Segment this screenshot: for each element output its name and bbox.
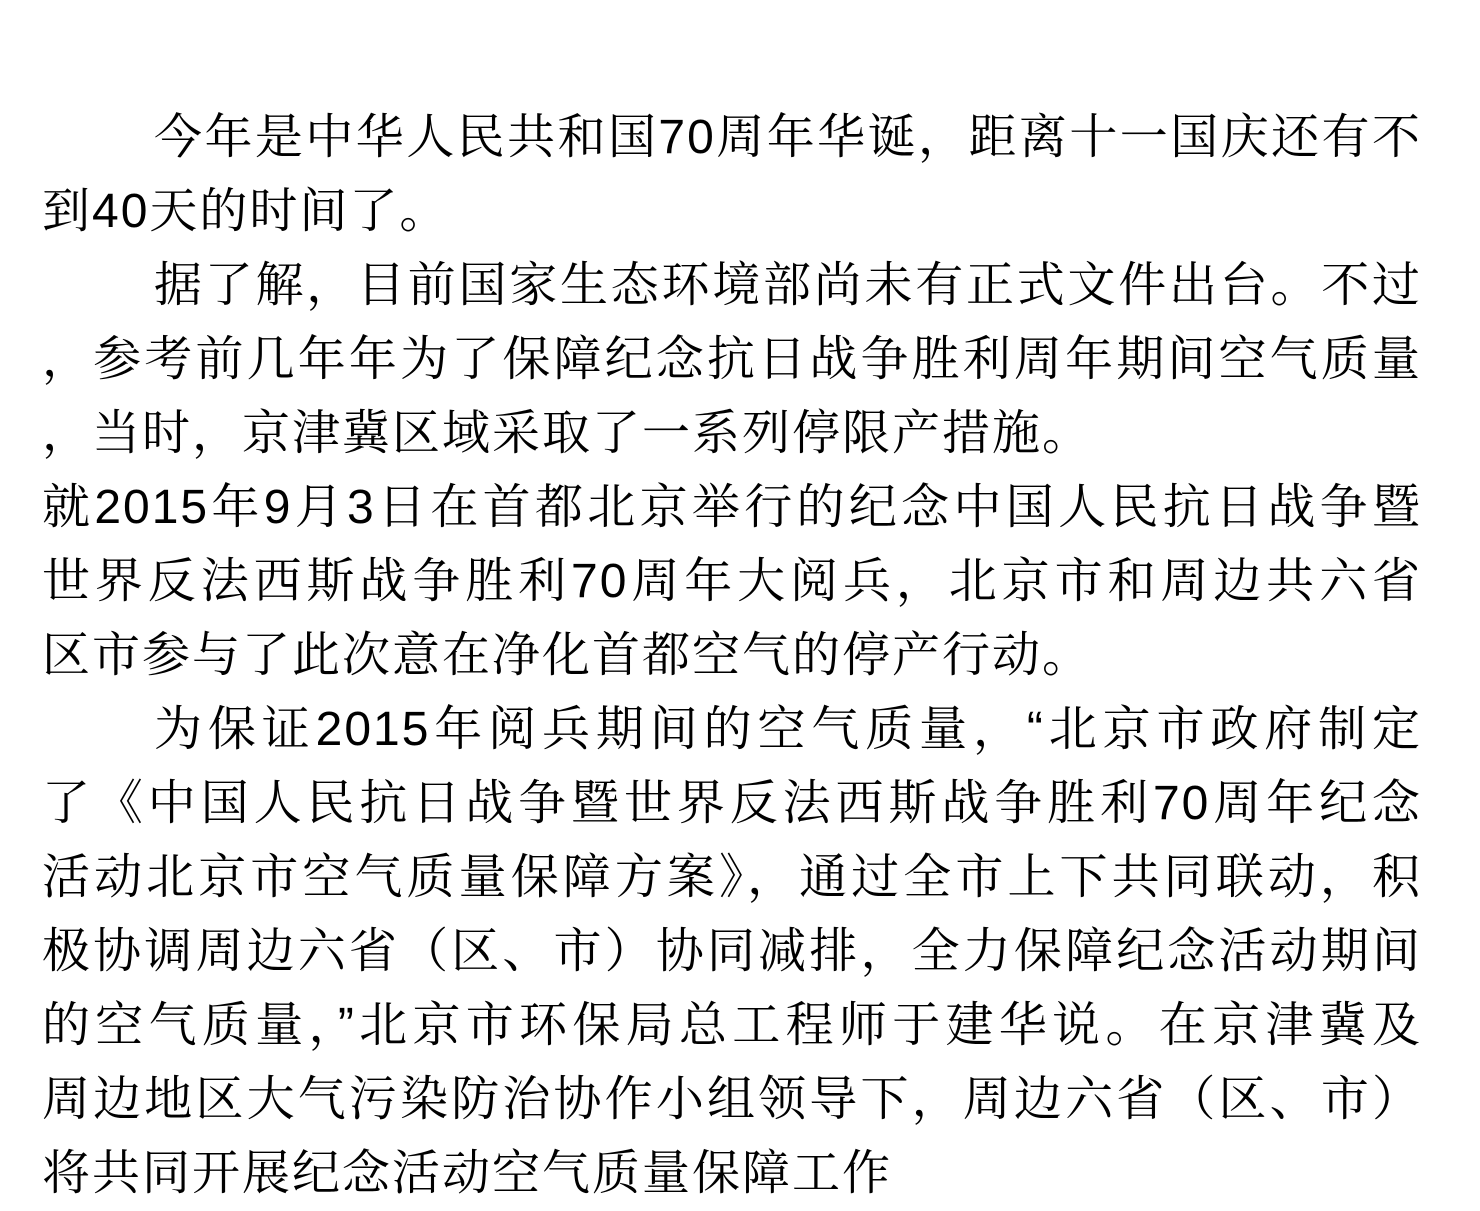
text-line: ，当时，京津冀区域采取了一系列停限产措施。 <box>42 407 1093 460</box>
text-line: 今年是中华人民共和国70周年华诞，距离十一国庆还有不 <box>154 111 1422 164</box>
text-line: 了《中国人民抗日战争暨世界反法西斯战争胜利70周年纪念 <box>42 777 1422 830</box>
text-line: 区市参与了此次意在净化首都空气的停产行动。 <box>42 629 1093 682</box>
text-line: 极协调周边六省（区、市）协同减排，全力保障纪念活动期间 <box>42 925 1422 978</box>
text-line: 据了解，目前国家生态环境部尚未有正式文件出台。不过 <box>154 259 1422 312</box>
text-line: 世界反法西斯战争胜利70周年大阅兵，北京市和周边共六省 <box>42 555 1422 608</box>
text-line: 为保证2015年阅兵期间的空气质量，“北京市政府制定 <box>154 703 1422 756</box>
text-line: 周边地区大气污染防治协作小组领导下，周边六省（区、市） <box>42 1073 1422 1126</box>
text-line: 就2015年9月3日在首都北京举行的纪念中国人民抗日战争暨 <box>42 481 1422 534</box>
text-line: 到40天的时间了。 <box>42 185 450 238</box>
text-line: 的空气质量，”北京市环保局总工程师于建华说。在京津冀及 <box>42 999 1422 1052</box>
text-line: 将共同开展纪念活动空气质量保障工作 <box>42 1147 893 1200</box>
text-line: ，参考前几年年为了保障纪念抗日战争胜利周年期间空气质量 <box>42 333 1422 386</box>
text-line: 活动北京市空气质量保障方案》，通过全市上下共同联动，积 <box>42 851 1422 904</box>
